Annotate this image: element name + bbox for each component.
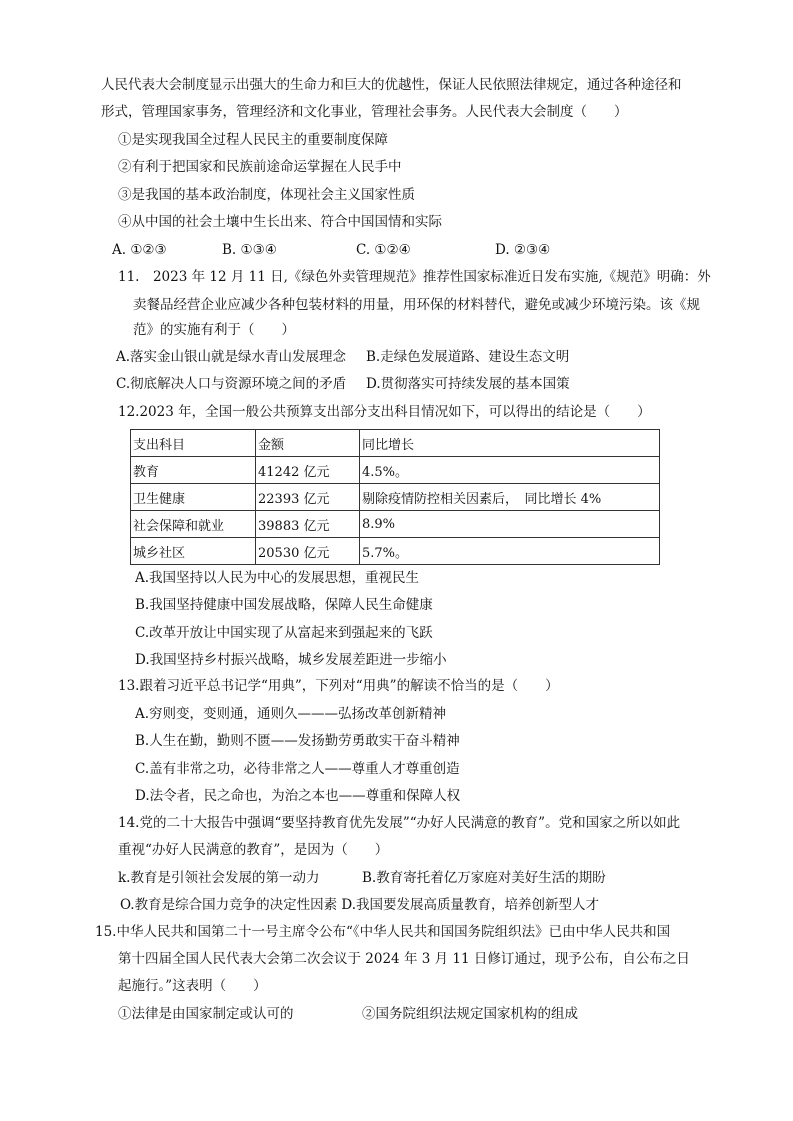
table-cell: 41242 亿元	[256, 457, 360, 484]
q13-stem: 13.跟着习近平总书记学“用典”，下列对“用典”的解读不恰当的是（ ）	[118, 678, 559, 694]
q12-stem: 12.2023 年，全国一般公共预算支出部分支出科目情况如下，可以得出的结论是（ ）	[118, 404, 651, 420]
q11-option-a: A.落实金山银山就是绿水青山发展理念	[116, 349, 347, 365]
q14-option-b: B.教育寄托着亿万家庭对美好生活的期盼	[362, 870, 606, 886]
q14-option-c-d: O.教育是综合国力竞争的决定性因素 D.我国要发展高质量教育，培养创新型人才	[120, 897, 599, 913]
q10-option-a: A. ①②③	[112, 242, 167, 258]
q10-stem-line1: 人民代表大会制度显示出强大的生命力和巨大的优越性，保证人民依照法律规定，通过各种途径和	[101, 77, 682, 93]
table-row	[131, 484, 660, 511]
table-cell: 4.5%。	[360, 457, 660, 484]
table-row	[131, 457, 660, 484]
q11-stem-line1: 11. 2023 年 12 月 11 日,《绿色外卖管理规范》推荐性国家标准近日发布实施,《规范》明确：外	[118, 269, 711, 285]
q10-item-2: ②有利于把国家和民族前途命运掌握在人民手中	[118, 159, 402, 175]
q10-item-3: ③是我国的基本政治制度，体现社会主义国家性质	[118, 187, 415, 203]
q13-option-b: B.人生在勤，勤则不匮——发扬勤劳勇敢实干奋斗精神	[135, 733, 460, 749]
table-row	[131, 538, 660, 565]
q10-option-d: D. ②③④	[495, 242, 551, 258]
q12-option-c: C.改革开放让中国实现了从富起来到强起来的飞跃	[135, 625, 433, 641]
table-cell: 8.9%	[360, 511, 660, 538]
q15-stem-line1: 15.中华人民共和国第二十一号主席令公布“《中华人民共和国国务院组织法》已由中华人民共和国	[95, 924, 671, 940]
budget-table	[130, 429, 660, 565]
table-header-row	[131, 430, 660, 457]
q14-stem-line2: 重视“办好人民满意的教育”，是因为（ ）	[118, 842, 389, 858]
q15-item-2: ②国务院组织法规定国家机构的组成	[362, 1006, 578, 1022]
q10-option-c: C. ①②④	[356, 242, 411, 258]
q12-option-a: A.我国坚持以人民为中心的发展思想，重视民生	[135, 570, 420, 586]
q15-item-1: ①法律是由国家制定或认可的	[118, 1006, 294, 1022]
table-cell: 剔除疫情防控相关因素后， 同比增长 4%	[360, 484, 660, 511]
q13-option-d: D.法令者，民之命也，为治之本也——尊重和保障人权	[135, 788, 461, 804]
q11-option-b: B.走绿色发展道路、建设生态文明	[366, 349, 570, 365]
table-cell: 城乡社区	[131, 538, 256, 565]
q12-option-d: D.我国坚持乡村振兴战略，城乡发展差距进一步缩小	[135, 652, 447, 668]
table-row	[131, 511, 660, 538]
table-cell: 社会保障和就业	[131, 511, 256, 538]
q14-stem-line1: 14.党的二十大报告中强调“要坚持教育优先发展”“办好人民满意的教育”。党和国家之所以如此	[118, 815, 681, 831]
q10-item-4: ④从中国的社会土壤中生长出来、符合中国国情和实际	[118, 214, 442, 230]
table-cell: 22393 亿元	[256, 484, 360, 511]
table-header-cell: 同比增长	[360, 430, 660, 457]
q11-stem-line3: 范》的实施有利于（ ）	[133, 322, 295, 338]
q13-option-c: C.盖有非常之功，必待非常之人——尊重人才尊重创造	[135, 761, 460, 777]
table-header-cell: 金额	[256, 430, 360, 457]
q15-stem-line3: 起施行。”这表明（ ）	[118, 978, 267, 994]
q11-option-c: C.彻底解决人口与资源环境之间的矛盾	[116, 376, 347, 392]
q13-option-a: A.穷则变，变则通，通则久———弘扬改革创新精神	[135, 706, 447, 722]
q11-option-d: D.贯彻落实可持续发展的基本国策	[366, 376, 570, 392]
q15-stem-line2: 第十四届全国人民代表大会第二次会议于 2024 年 3 月 11 日修订通过，现予公布，自公布之日	[118, 951, 690, 967]
table-cell: 20530 亿元	[256, 538, 360, 565]
q12-option-b: B.我国坚持健康中国发展战略，保障人民生命健康	[135, 597, 433, 613]
table-cell: 卫生健康	[131, 484, 256, 511]
q11-stem-line2: 卖餐品经营企业应减少各种包装材料的用量，用环保的材料替代，避免或减少环境污染。该《规	[133, 297, 700, 313]
q10-item-1: ①是实现我国全过程人民民主的重要制度保障	[118, 132, 388, 148]
q14-option-a: k.教育是引领社会发展的第一动力	[118, 870, 320, 886]
table-header-cell: 支出科目	[131, 430, 256, 457]
table-cell: 39883 亿元	[256, 511, 360, 538]
table-cell: 5.7%。	[360, 538, 660, 565]
q10-stem-line2: 形式，管理国家事务，管理经济和文化事业，管理社会事务。人民代表大会制度（ ）	[101, 104, 628, 120]
q10-option-b: B. ①③④	[222, 242, 277, 258]
table-cell: 教育	[131, 457, 256, 484]
